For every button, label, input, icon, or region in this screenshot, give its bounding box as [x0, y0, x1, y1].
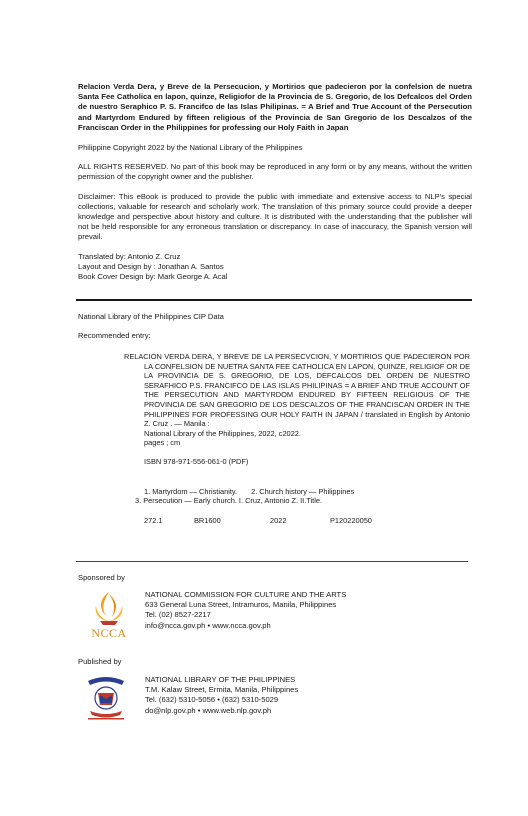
cip-isbn: ISBN 978-971-556-061-0 (PDF): [144, 456, 249, 466]
sponsored-label: Sponsored by: [78, 573, 125, 582]
cip-subject-2: 2. Church history — Philippines: [251, 486, 355, 496]
published-label: Published by: [78, 657, 122, 666]
book-title: Relacion Verda Dera, y Breve de la Persecucion, y Mortirios que padecieron por la confelsion de nuetra Santa Fee Catholica en lapon, quinze, Religiofor de la Provincia de S. Gregorio, de los Defcalcos del Orden de nuestro Seraphico P. S. Francifco de las Islas Philipinas. = A Brief and True Account of the Persecution and Martyrdom Endured by fifteen religious of the Provincia de San Gregorio de los Descalzos of the Franciscan Order in the Philippines for professing our Holy Faith in Japan: [78, 82, 472, 132]
disclaimer: Disclaimer: This eBook is produced to provide the public with immediate and extensive access to NLP's special collections, valuable for research and scholarly work. The translation of this primary source could provide a deeper knowledge and perspective about history and culture. It is distributed with the understanding that the publisher will not be held responsible for any erroneous translation or discrepancy. In case of inaccuracy, the Spanish version will prevail.: [78, 191, 472, 242]
publisher-info: [145, 675, 298, 716]
credit-translator: Translated by: Antonio Z. Cruz: [78, 251, 181, 261]
sponsor-contact: info@ncca.gov.ph • www.ncca.gov.ph: [145, 620, 271, 630]
cip-header: [78, 312, 472, 341]
ncca-logo: [86, 588, 132, 642]
publisher-contact: do@nlp.gov.ph • www.web.nlp.gov.ph: [145, 705, 272, 715]
cip-subject-3: 3. Persecution — Early church. I. Cruz, Antonio Z. II.Title.: [135, 496, 323, 506]
copyright-line: Philippine Copyright 2022 by the National Library of the Philippines: [78, 143, 303, 153]
cip-subjects: [124, 487, 470, 506]
cip-entry-main: RELACION VERDA DERA, Y BREVE DE LA PERSECVCION, Y MORTIRIOS QUE PADECIERON POR LA CONFELSION DE NUETRA SANTA FEE CATHOLICA EN LAPON, QUINZE, RELIGIOF OR DE LA PROVINCIA DE S. GREGORIO, DE LOS, DEFCALCOS DEL ORDEN DE NUESTRO SERAFHICO P.S. FRANCIFCO DE LAS ISLAS PHILIPINAS = A BRIEF AND TRUE ACCOUNT OF THE PERSECUTION AND MARTYRDOM ENDURED BY FIFTEEN RELIGIOUS OF THE PROVINCIA DE SAN GREGORIO DE LOS DESCALZOS OF THE FRANCISCAN ORDER IN THE PHILIPPINES FOR PROFESSING OUR HOLY FAITH IN JAPAN / translated in English by Antonio Z. Cruz . — Manila :: [124, 352, 470, 429]
front-matter: [78, 82, 472, 282]
publisher-name: NATIONAL LIBRARY OF THE PHILIPPINES: [145, 675, 296, 684]
sponsor-tel: Tel. (02) 8527-2217: [145, 610, 211, 620]
cip-heading: National Library of the Philippines CIP Data: [78, 312, 224, 321]
cip-divider: [76, 561, 468, 562]
cip-control-number: P120220050: [330, 515, 372, 525]
nlp-logo-icon: [84, 673, 128, 721]
ncca-logo-text: NCCA: [91, 626, 127, 640]
publisher-tel: Tel. (632) 5310-5056 • (632) 5310-5029: [145, 695, 279, 705]
recommended-entry-label: Recommended entry:: [78, 331, 151, 341]
cip-year: 2022: [270, 515, 287, 525]
cip-lc-number: BR1600: [194, 515, 221, 525]
credit-cover: Book Cover Design by: Mark George A. Acal: [78, 272, 228, 282]
cip-pages: pages ; cm: [144, 438, 181, 448]
cip-entry: [124, 352, 470, 525]
section-divider: [76, 299, 472, 301]
rights-statement: ALL RIGHTS RESERVED. No part of this book may be reproduced in any form or by any means, without the written permission of the copyright owner and the publisher.: [78, 162, 472, 182]
sponsor-name: NATIONAL COMMISSION FOR CULTURE AND THE ARTS: [145, 590, 347, 599]
publisher-address: T.M. Kalaw Street, Ermita, Manila, Philippines: [145, 685, 299, 695]
cip-class-number: 272.1: [144, 515, 163, 525]
cip-publisher-line: National Library of the Philippines, 2022, c2022.: [144, 428, 301, 438]
cip-subject-1: 1. Martyrdom — Christianity.: [144, 486, 238, 496]
cip-classification: [124, 516, 470, 526]
sponsor-address: 633 General Luna Street, Intramuros, Manila, Philippines: [145, 600, 337, 610]
credit-layout: Layout and Design by : Jonathan A. Santos: [78, 261, 224, 271]
sponsor-info: [145, 590, 346, 631]
